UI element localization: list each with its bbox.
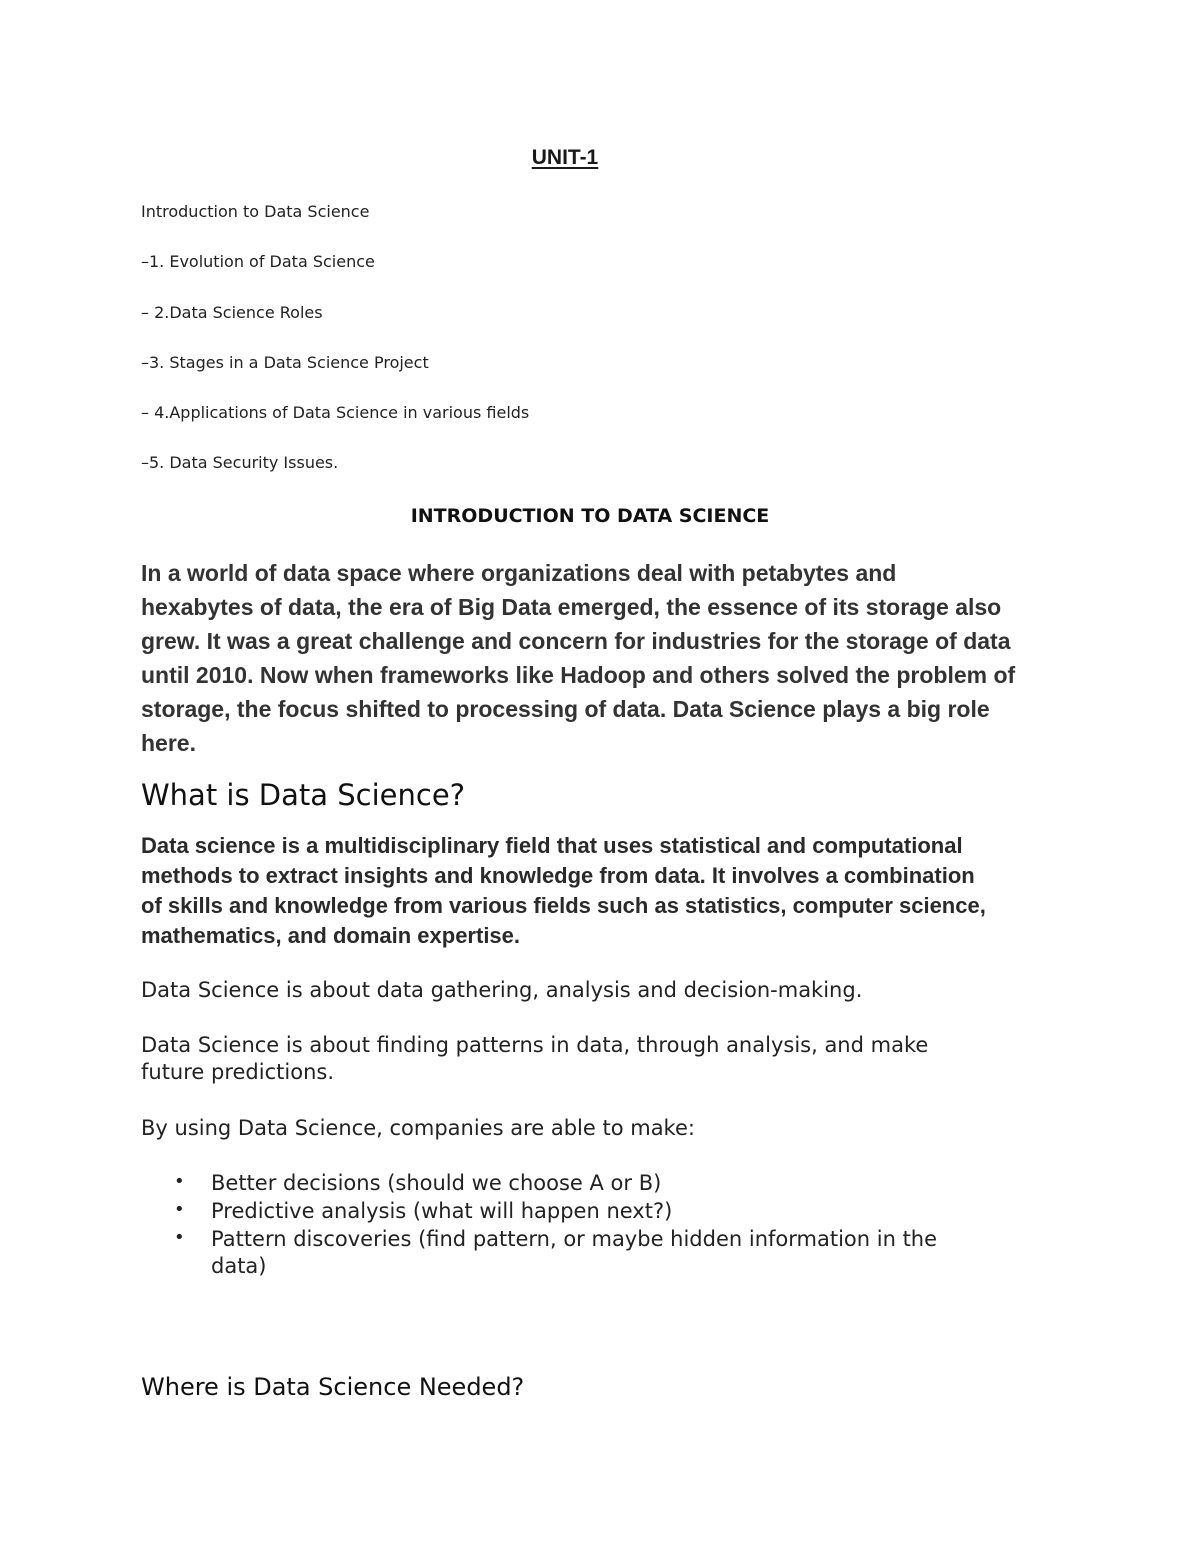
- section-heading: INTRODUCTION TO DATA SCIENCE: [410, 505, 770, 527]
- bullet-marker: •: [174, 1199, 185, 1220]
- where-needed-heading: Where is Data Science Needed?: [141, 1373, 525, 1401]
- what-is-heading: What is Data Science?: [141, 778, 466, 812]
- definition-line: Data science is a multidisciplinary field that uses statistical and computational: [141, 833, 963, 858]
- intro-line: until 2010. Now when frameworks like Hadoop and others solved the problem of: [141, 662, 1016, 688]
- list-item: Pattern discoveries (find pattern, or maybe hidden information in the: [211, 1227, 938, 1251]
- toc-item: –5. Data Security Issues.: [141, 453, 339, 472]
- toc-item: –3. Stages in a Data Science Project: [141, 353, 429, 372]
- toc-item: –1. Evolution of Data Science: [141, 252, 375, 271]
- list-item-continuation: data): [211, 1254, 267, 1278]
- bullet-marker: •: [174, 1227, 185, 1248]
- list-item: Predictive analysis (what will happen next?): [211, 1199, 673, 1223]
- intro-line: In a world of data space where organizations deal with petabytes and: [141, 560, 897, 586]
- definition-line: methods to extract insights and knowledge from data. It involves a combination: [141, 863, 975, 888]
- definition-line: mathematics, and domain expertise.: [141, 923, 521, 948]
- toc-item: – 4.Applications of Data Science in various fields: [141, 403, 530, 422]
- paragraph-gathering: Data Science is about data gathering, analysis and decision-making.: [141, 978, 863, 1002]
- toc-item: – 2.Data Science Roles: [141, 303, 323, 322]
- paragraph-line: future predictions.: [141, 1060, 334, 1084]
- definition-line: of skills and knowledge from various fields such as statistics, computer science,: [141, 893, 986, 918]
- list-item: Better decisions (should we choose A or B): [211, 1171, 662, 1195]
- intro-line: storage, the focus shifted to processing of data. Data Science plays a big role: [141, 696, 990, 722]
- unit-title: UNIT-1: [531, 146, 599, 169]
- toc-item: Introduction to Data Science: [141, 202, 370, 221]
- intro-line: here.: [141, 730, 196, 756]
- intro-line: hexabytes of data, the era of Big Data emerged, the essence of its storage also: [141, 594, 1002, 620]
- bullet-marker: •: [174, 1171, 185, 1192]
- intro-line: grew. It was a great challenge and concern for industries for the storage of data: [141, 628, 1011, 654]
- paragraph-companies: By using Data Science, companies are able to make:: [141, 1116, 695, 1140]
- paragraph-line: Data Science is about finding patterns in data, through analysis, and make: [141, 1033, 929, 1057]
